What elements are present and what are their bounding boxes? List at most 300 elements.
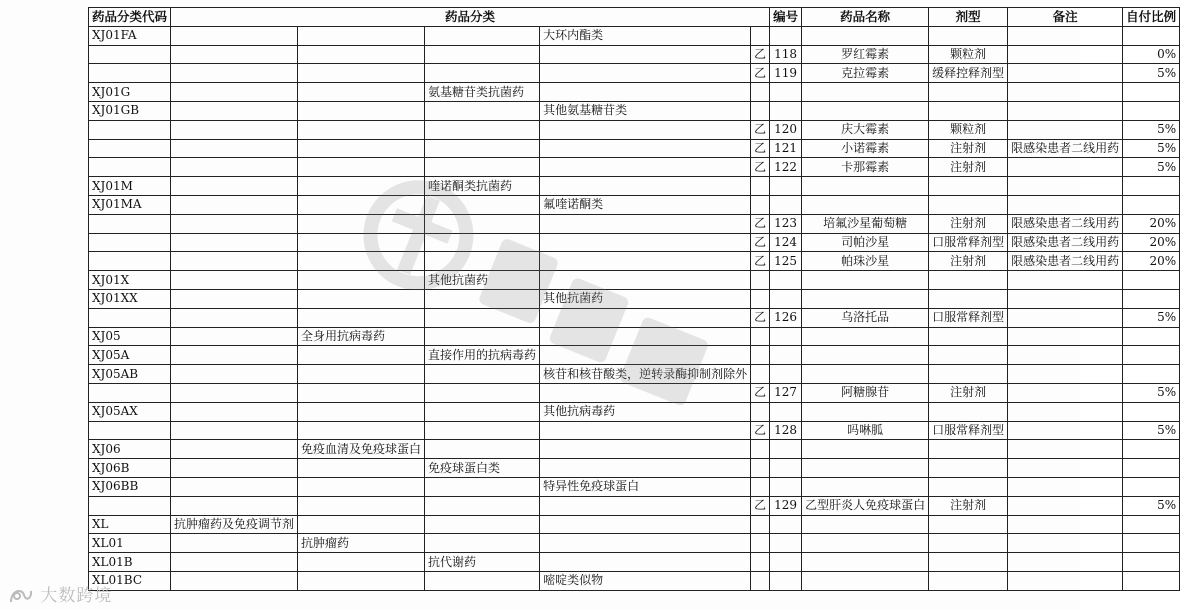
cell-dosage-form: 颗粒剂 [929, 45, 1008, 64]
header-remarks: 备注 [1008, 8, 1123, 27]
cell-dosage-form: 颗粒剂 [929, 120, 1008, 139]
cell-level-2 [298, 120, 425, 139]
table-row [89, 346, 1180, 365]
cell-drug-name [802, 195, 929, 214]
cell-category-code: XJ05 [89, 327, 171, 346]
cell-category-code: XJ05AB [89, 365, 171, 384]
table-row [89, 158, 1180, 177]
cell-copay-ratio [1123, 101, 1180, 120]
cell-remarks [1008, 158, 1123, 177]
table-row [89, 64, 1180, 83]
cell-drug-number [770, 289, 802, 308]
cell-level-3 [425, 289, 540, 308]
cell-category-code: XJ05A [89, 346, 171, 365]
header-dosage-form: 剂型 [929, 8, 1008, 27]
cell-grade [751, 553, 770, 572]
cell-drug-number [770, 26, 802, 45]
cell-copay-ratio [1123, 571, 1180, 590]
cell-drug-number [770, 515, 802, 534]
cell-level-1 [171, 120, 298, 139]
cell-drug-name [802, 289, 929, 308]
cell-category-code: XJ01XX [89, 289, 171, 308]
cell-level-3 [425, 308, 540, 327]
cell-drug-name [802, 440, 929, 459]
header-copay-ratio: 自付比例 [1123, 8, 1180, 27]
table-row [89, 26, 1180, 45]
cell-drug-name: 罗红霉素 [802, 45, 929, 64]
cell-level-1 [171, 271, 298, 290]
cell-remarks [1008, 440, 1123, 459]
cell-level-1 [171, 139, 298, 158]
cell-level-3 [425, 402, 540, 421]
cell-level-2 [298, 101, 425, 120]
cell-level-4: 核苷和核苷酸类，逆转录酶抑制剂除外 [540, 365, 751, 384]
cell-drug-number: 120 [770, 120, 802, 139]
table-row [89, 553, 1180, 572]
table-row [89, 139, 1180, 158]
cell-dosage-form: 注射剂 [929, 214, 1008, 233]
cell-category-code [89, 233, 171, 252]
cell-copay-ratio [1123, 327, 1180, 346]
cell-level-4 [540, 83, 751, 102]
cell-remarks [1008, 101, 1123, 120]
cell-grade [751, 327, 770, 346]
cell-category-code: XJ01M [89, 177, 171, 196]
cell-level-1 [171, 26, 298, 45]
cell-level-1 [171, 421, 298, 440]
cell-drug-number [770, 271, 802, 290]
cell-remarks [1008, 271, 1123, 290]
cell-drug-name: 帕珠沙星 [802, 252, 929, 271]
cell-drug-name: 司帕沙星 [802, 233, 929, 252]
cell-copay-ratio: 5% [1123, 158, 1180, 177]
header-drug-name: 药品名称 [802, 8, 929, 27]
cell-grade [751, 195, 770, 214]
table-row [89, 496, 1180, 515]
cell-category-code: XJ06 [89, 440, 171, 459]
cell-drug-name [802, 101, 929, 120]
cell-level-3 [425, 101, 540, 120]
cell-drug-name: 阿糖腺苷 [802, 383, 929, 402]
cell-level-1 [171, 459, 298, 478]
cell-drug-number [770, 195, 802, 214]
cell-grade: 乙 [751, 252, 770, 271]
cell-level-2 [298, 158, 425, 177]
cell-level-1 [171, 214, 298, 233]
cell-level-4 [540, 553, 751, 572]
table-row [89, 289, 1180, 308]
table-row [89, 271, 1180, 290]
cell-drug-number: 121 [770, 139, 802, 158]
cell-remarks [1008, 308, 1123, 327]
cell-drug-number: 129 [770, 496, 802, 515]
table-row [89, 327, 1180, 346]
cell-dosage-form [929, 346, 1008, 365]
cell-drug-name: 小诺霉素 [802, 139, 929, 158]
cell-grade: 乙 [751, 233, 770, 252]
cell-copay-ratio: 20% [1123, 233, 1180, 252]
cell-level-1 [171, 327, 298, 346]
cell-level-3 [425, 26, 540, 45]
cell-copay-ratio [1123, 440, 1180, 459]
cell-drug-number: 124 [770, 233, 802, 252]
cell-level-2 [298, 308, 425, 327]
cell-drug-name [802, 346, 929, 365]
cell-drug-name: 克拉霉素 [802, 64, 929, 83]
cell-level-3: 喹诺酮类抗菌药 [425, 177, 540, 196]
cell-category-code [89, 496, 171, 515]
cell-dosage-form [929, 101, 1008, 120]
cell-level-2 [298, 83, 425, 102]
cell-level-2 [298, 214, 425, 233]
table-row [89, 101, 1180, 120]
table-row [89, 365, 1180, 384]
cell-dosage-form: 口服常释剂型 [929, 421, 1008, 440]
logo-text: 大数跨境 [40, 586, 113, 606]
cell-level-3 [425, 365, 540, 384]
cell-level-1 [171, 383, 298, 402]
cell-drug-number [770, 101, 802, 120]
cell-remarks [1008, 26, 1123, 45]
cell-grade [751, 515, 770, 534]
cell-drug-number [770, 327, 802, 346]
cell-remarks [1008, 64, 1123, 83]
cell-copay-ratio: 20% [1123, 214, 1180, 233]
cell-remarks [1008, 459, 1123, 478]
cell-level-2 [298, 26, 425, 45]
cell-level-3 [425, 195, 540, 214]
cell-remarks: 限感染患者二线用药 [1008, 139, 1123, 158]
table-row [89, 383, 1180, 402]
cell-drug-number: 125 [770, 252, 802, 271]
cell-drug-number: 118 [770, 45, 802, 64]
cell-dosage-form [929, 477, 1008, 496]
cell-drug-number: 127 [770, 383, 802, 402]
cell-level-1 [171, 64, 298, 83]
cell-level-4 [540, 534, 751, 553]
cell-level-4 [540, 515, 751, 534]
cell-grade [751, 459, 770, 478]
cell-dosage-form: 注射剂 [929, 383, 1008, 402]
cell-drug-name [802, 553, 929, 572]
cell-level-1 [171, 101, 298, 120]
cell-drug-number: 119 [770, 64, 802, 83]
cell-copay-ratio [1123, 534, 1180, 553]
cell-category-code: XJ06B [89, 459, 171, 478]
cell-level-1 [171, 346, 298, 365]
cell-category-code [89, 158, 171, 177]
cell-drug-number [770, 571, 802, 590]
cell-remarks: 限感染患者二线用药 [1008, 252, 1123, 271]
cell-level-3 [425, 534, 540, 553]
cell-copay-ratio: 5% [1123, 139, 1180, 158]
cell-level-3 [425, 477, 540, 496]
cell-copay-ratio: 20% [1123, 252, 1180, 271]
cell-drug-name: 乌洛托品 [802, 308, 929, 327]
cell-level-4 [540, 496, 751, 515]
cell-level-1 [171, 83, 298, 102]
cell-copay-ratio [1123, 346, 1180, 365]
cell-level-2 [298, 346, 425, 365]
cell-level-4: 其他氨基糖苷类 [540, 101, 751, 120]
cell-copay-ratio: 5% [1123, 421, 1180, 440]
cell-category-code: XL01B [89, 553, 171, 572]
cell-dosage-form [929, 534, 1008, 553]
cell-level-3 [425, 252, 540, 271]
cell-grade [751, 402, 770, 421]
cell-remarks [1008, 289, 1123, 308]
cell-level-2 [298, 64, 425, 83]
table-row [89, 45, 1180, 64]
table-row [89, 477, 1180, 496]
cell-level-2 [298, 515, 425, 534]
cell-level-3 [425, 496, 540, 515]
cell-grade: 乙 [751, 421, 770, 440]
cell-category-code: XL01BC [89, 571, 171, 590]
cell-grade: 乙 [751, 158, 770, 177]
cell-dosage-form [929, 553, 1008, 572]
cell-level-1 [171, 553, 298, 572]
cell-level-3 [425, 233, 540, 252]
cell-drug-number [770, 440, 802, 459]
cell-drug-name [802, 571, 929, 590]
cell-level-2 [298, 402, 425, 421]
cell-level-1 [171, 252, 298, 271]
table-row [89, 421, 1180, 440]
cell-copay-ratio [1123, 83, 1180, 102]
cell-dosage-form [929, 440, 1008, 459]
cell-level-1 [171, 365, 298, 384]
cell-drug-name: 乙型肝炎人免疫球蛋白 [802, 496, 929, 515]
cell-level-4 [540, 64, 751, 83]
cell-dosage-form [929, 515, 1008, 534]
cell-level-2 [298, 195, 425, 214]
cell-grade: 乙 [751, 496, 770, 515]
cell-drug-number [770, 83, 802, 102]
cell-level-4 [540, 271, 751, 290]
cell-copay-ratio [1123, 289, 1180, 308]
cell-drug-name [802, 271, 929, 290]
cell-level-4 [540, 346, 751, 365]
cell-dosage-form [929, 271, 1008, 290]
cell-level-3: 抗代谢药 [425, 553, 540, 572]
cell-level-1 [171, 402, 298, 421]
cell-remarks [1008, 346, 1123, 365]
table-row [89, 214, 1180, 233]
cell-copay-ratio [1123, 515, 1180, 534]
cell-grade: 乙 [751, 120, 770, 139]
cell-remarks [1008, 195, 1123, 214]
cell-level-3 [425, 421, 540, 440]
cell-level-4: 其他抗菌药 [540, 289, 751, 308]
cell-category-code [89, 45, 171, 64]
cell-grade: 乙 [751, 383, 770, 402]
cell-drug-name: 庆大霉素 [802, 120, 929, 139]
cell-level-1 [171, 158, 298, 177]
cell-level-1 [171, 534, 298, 553]
cell-copay-ratio [1123, 195, 1180, 214]
cell-level-1 [171, 571, 298, 590]
cell-level-3 [425, 383, 540, 402]
table-row [89, 459, 1180, 478]
cell-category-code [89, 139, 171, 158]
cell-level-4 [540, 440, 751, 459]
cell-level-4 [540, 177, 751, 196]
cell-level-4: 嘧啶类似物 [540, 571, 751, 590]
cell-level-4 [540, 252, 751, 271]
cell-level-2 [298, 496, 425, 515]
cell-drug-number [770, 477, 802, 496]
cell-remarks [1008, 383, 1123, 402]
cell-dosage-form: 缓释控释剂型 [929, 64, 1008, 83]
header-number: 编号 [770, 8, 802, 27]
cell-category-code [89, 120, 171, 139]
cell-level-4 [540, 120, 751, 139]
cell-drug-name [802, 515, 929, 534]
cell-level-2 [298, 383, 425, 402]
cell-grade: 乙 [751, 64, 770, 83]
cell-drug-name [802, 402, 929, 421]
cell-level-4 [540, 139, 751, 158]
cell-dosage-form: 口服常释剂型 [929, 233, 1008, 252]
cell-drug-number [770, 402, 802, 421]
cell-level-2 [298, 477, 425, 496]
cell-category-code: XJ01MA [89, 195, 171, 214]
cell-level-4 [540, 233, 751, 252]
logo-swirl-icon [8, 586, 34, 606]
cell-level-3: 直接作用的抗病毒药 [425, 346, 540, 365]
cell-category-code: XJ06BB [89, 477, 171, 496]
cell-level-2 [298, 177, 425, 196]
cell-category-code: XL [89, 515, 171, 534]
cell-drug-name [802, 177, 929, 196]
cell-grade: 乙 [751, 308, 770, 327]
cell-remarks [1008, 571, 1123, 590]
cell-grade: 乙 [751, 45, 770, 64]
cell-category-code: XL01 [89, 534, 171, 553]
cell-level-2 [298, 459, 425, 478]
cell-remarks [1008, 120, 1123, 139]
cell-grade [751, 571, 770, 590]
cell-drug-number [770, 177, 802, 196]
cell-level-2: 免疫血清及免疫球蛋白 [298, 440, 425, 459]
cell-drug-name [802, 459, 929, 478]
cell-level-3 [425, 515, 540, 534]
cell-drug-number: 122 [770, 158, 802, 177]
cell-grade [751, 346, 770, 365]
drug-catalog-table [88, 7, 1180, 591]
cell-copay-ratio: 5% [1123, 120, 1180, 139]
cell-category-code [89, 383, 171, 402]
cell-remarks [1008, 534, 1123, 553]
cell-level-1 [171, 440, 298, 459]
cell-drug-name: 吗啉胍 [802, 421, 929, 440]
table-row [89, 233, 1180, 252]
cell-dosage-form [929, 365, 1008, 384]
cell-copay-ratio [1123, 402, 1180, 421]
cell-grade: 乙 [751, 214, 770, 233]
cell-level-4: 大环内酯类 [540, 26, 751, 45]
cell-level-1 [171, 195, 298, 214]
cell-level-2 [298, 139, 425, 158]
cell-level-2: 全身用抗病毒药 [298, 327, 425, 346]
cell-level-4: 氟喹诺酮类 [540, 195, 751, 214]
cell-drug-name [802, 83, 929, 102]
cell-level-2 [298, 271, 425, 290]
table-row [89, 402, 1180, 421]
cell-category-code: XJ05AX [89, 402, 171, 421]
cell-category-code [89, 214, 171, 233]
cell-level-3 [425, 214, 540, 233]
header-category-code: 药品分类代码 [89, 8, 171, 27]
cell-drug-number [770, 459, 802, 478]
cell-category-code: XJ01G [89, 83, 171, 102]
cell-grade [751, 289, 770, 308]
cell-grade: 乙 [751, 139, 770, 158]
cell-grade [751, 271, 770, 290]
cell-level-4 [540, 45, 751, 64]
cell-drug-number [770, 346, 802, 365]
header-category: 药品分类 [171, 8, 770, 27]
cell-drug-name: 培氟沙星葡萄糖 [802, 214, 929, 233]
cell-level-2 [298, 45, 425, 64]
cell-level-2 [298, 252, 425, 271]
cell-drug-number [770, 534, 802, 553]
cell-dosage-form: 注射剂 [929, 496, 1008, 515]
cell-drug-number [770, 553, 802, 572]
cell-remarks [1008, 496, 1123, 515]
cell-level-3 [425, 571, 540, 590]
cell-category-code: XJ01FA [89, 26, 171, 45]
cell-level-1 [171, 233, 298, 252]
cell-remarks [1008, 327, 1123, 346]
cell-copay-ratio: 5% [1123, 496, 1180, 515]
cell-level-2 [298, 421, 425, 440]
cell-copay-ratio [1123, 26, 1180, 45]
cell-dosage-form [929, 289, 1008, 308]
cell-drug-name [802, 477, 929, 496]
cell-level-3 [425, 158, 540, 177]
cell-level-2 [298, 365, 425, 384]
cell-level-4: 其他抗病毒药 [540, 402, 751, 421]
table-row [89, 308, 1180, 327]
cell-level-2 [298, 571, 425, 590]
cell-grade [751, 477, 770, 496]
cell-remarks [1008, 45, 1123, 64]
cell-dosage-form [929, 402, 1008, 421]
cell-level-4 [540, 421, 751, 440]
cell-level-1 [171, 289, 298, 308]
table-body [89, 26, 1180, 590]
cell-remarks [1008, 402, 1123, 421]
cell-level-3: 氨基糖苷类抗菌药 [425, 83, 540, 102]
table-row [89, 177, 1180, 196]
cell-level-1 [171, 177, 298, 196]
cell-level-4 [540, 158, 751, 177]
table-row [89, 571, 1180, 590]
cell-category-code [89, 64, 171, 83]
cell-remarks [1008, 553, 1123, 572]
cell-drug-number: 123 [770, 214, 802, 233]
cell-category-code: XJ01GB [89, 101, 171, 120]
cell-level-3 [425, 45, 540, 64]
cell-category-code [89, 252, 171, 271]
cell-drug-number [770, 365, 802, 384]
table-row [89, 120, 1180, 139]
cell-copay-ratio [1123, 459, 1180, 478]
cell-copay-ratio [1123, 477, 1180, 496]
cell-copay-ratio: 5% [1123, 64, 1180, 83]
